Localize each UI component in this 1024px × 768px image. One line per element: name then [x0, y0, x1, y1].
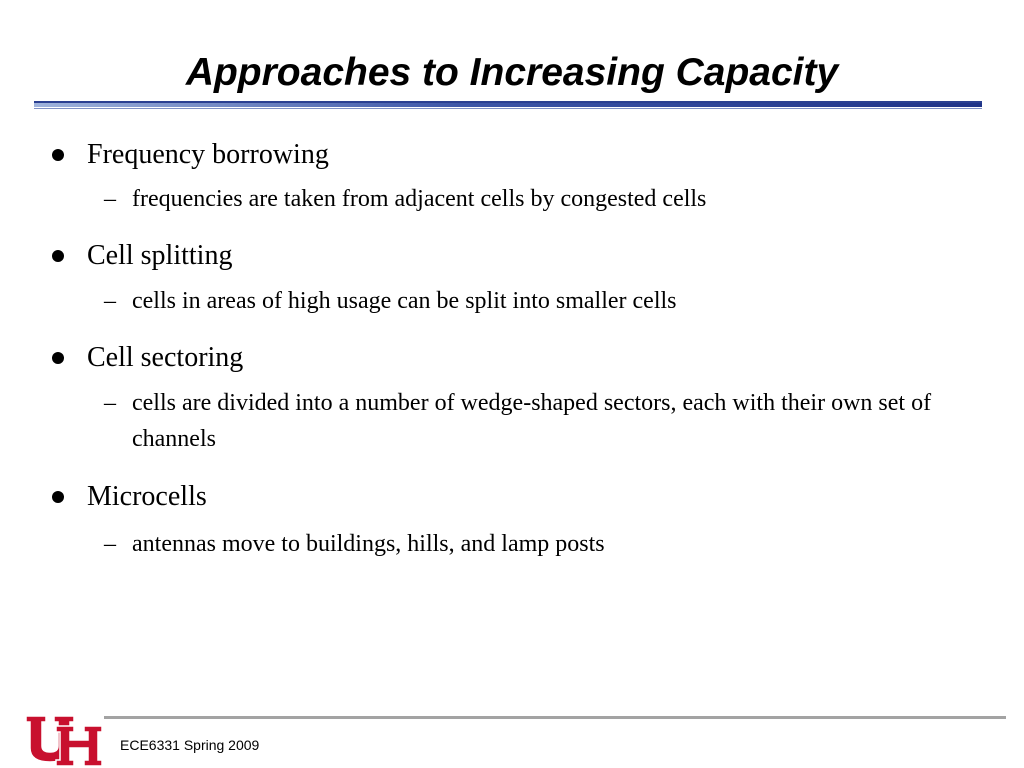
sub-bullet-text: frequencies are taken from adjacent cells by congested cells	[132, 186, 707, 212]
sub-bullet-text: cells are divided into a number of wedge-shaped sectors, each with their own set of channels	[132, 390, 932, 452]
footer-rule	[104, 716, 1006, 719]
slide-title: Approaches to Increasing Capacity	[185, 51, 839, 94]
title-underline	[34, 101, 982, 110]
sub-bullet-text: antennas move to buildings, hills, and lamp posts	[132, 531, 605, 557]
sub-bullet-text: cells in areas of high usage can be split into smaller cells	[132, 288, 677, 314]
dash-icon: –	[104, 531, 116, 557]
bullet-label: Frequency borrowing	[87, 139, 329, 170]
bullet-dot-icon	[52, 250, 64, 262]
bullet-label: Microcells	[87, 481, 207, 512]
dash-icon: –	[104, 390, 116, 416]
dash-icon: –	[104, 186, 116, 212]
bullet-label: Cell splitting	[87, 240, 233, 271]
footer-course-label: ECE6331 Spring 2009	[120, 737, 260, 753]
dash-icon: –	[104, 288, 116, 314]
bullet-label: Cell sectoring	[87, 342, 244, 373]
bullet-dot-icon	[52, 149, 64, 161]
bullet-dot-icon	[52, 352, 64, 364]
bullet-dot-icon	[52, 491, 64, 503]
uh-interlocking-logo-icon	[24, 712, 104, 768]
